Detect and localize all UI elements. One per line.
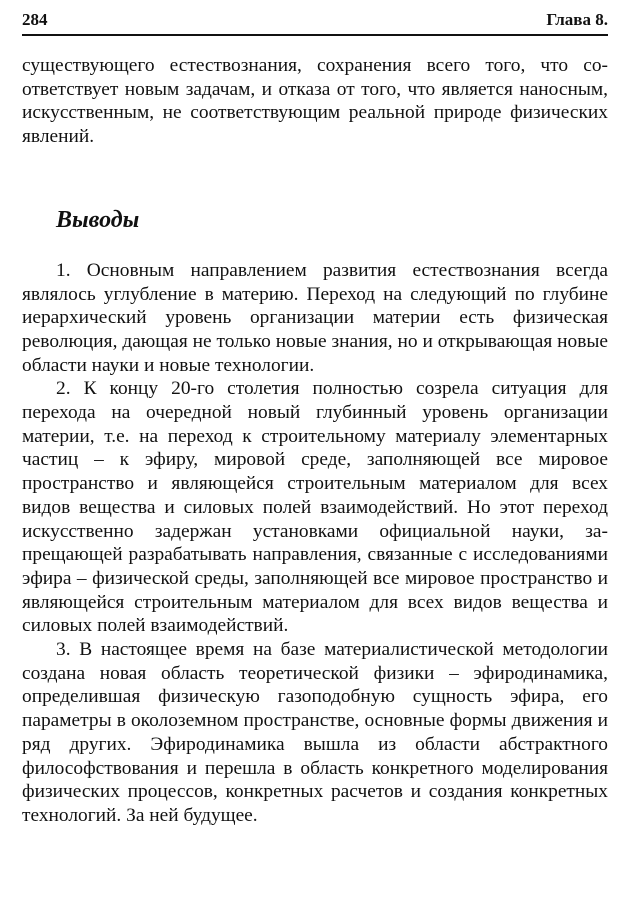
chapter-label: Глава 8. [546, 10, 608, 29]
intro-paragraph: существующего естествознания, сохранения всего того, что соответствует новым задачам, и отказа от того, что является наносным, искусственным, не соответствующим реальной природе физических явлений. [22, 55, 608, 148]
conclusion-paragraph-1: 1. Основным направлением развития естествознания всегда являлось углубление в материю. Переход на следующий по глубине иерархический уровень организации материи есть физическая революция, дающая не только новые знания, но и открывающая новые области науки и новые технологии. [22, 259, 608, 376]
running-header [22, 8, 608, 36]
page-number: 284 [22, 10, 48, 29]
page-body [22, 54, 608, 828]
section-title: Выводы [56, 206, 140, 233]
conclusion-paragraph-2: 2. К концу 20-го столетия полностью созрела ситуация для перехода на очередной новый глубинный уровень организации материи, т.е. на переход к строительному материалу элементарных частиц – к эфиру, мировой среде, заполняющей все мировое пространство и являющейся строительным материалом для всех видов вещества и силовых полей взаимодействий. Но этот переход искусственно задержан установками официальной науки, запрещающей разрабатывать направления, связанные с исследованиями эфира – физической среды, заполняющей все мировое пространство и являющейся строительным материалом для всех видов вещества и силовых полей взаимодействий. [22, 378, 608, 637]
conclusion-paragraph-3: 3. В настоящее время на базе материалистической методологии создана новая область теоретической физики – эфиродинамика, определившая физическую газоподобную сущность эфира, его параметры в околоземном пространстве, основные формы движения и ряд других. Эфиродинамика вышла из области абстрактного философствования и перешла в область конкретного моделирования физических процессов, конкретных расчетов и создания конкретных технологий. За ней будущее. [22, 639, 608, 826]
